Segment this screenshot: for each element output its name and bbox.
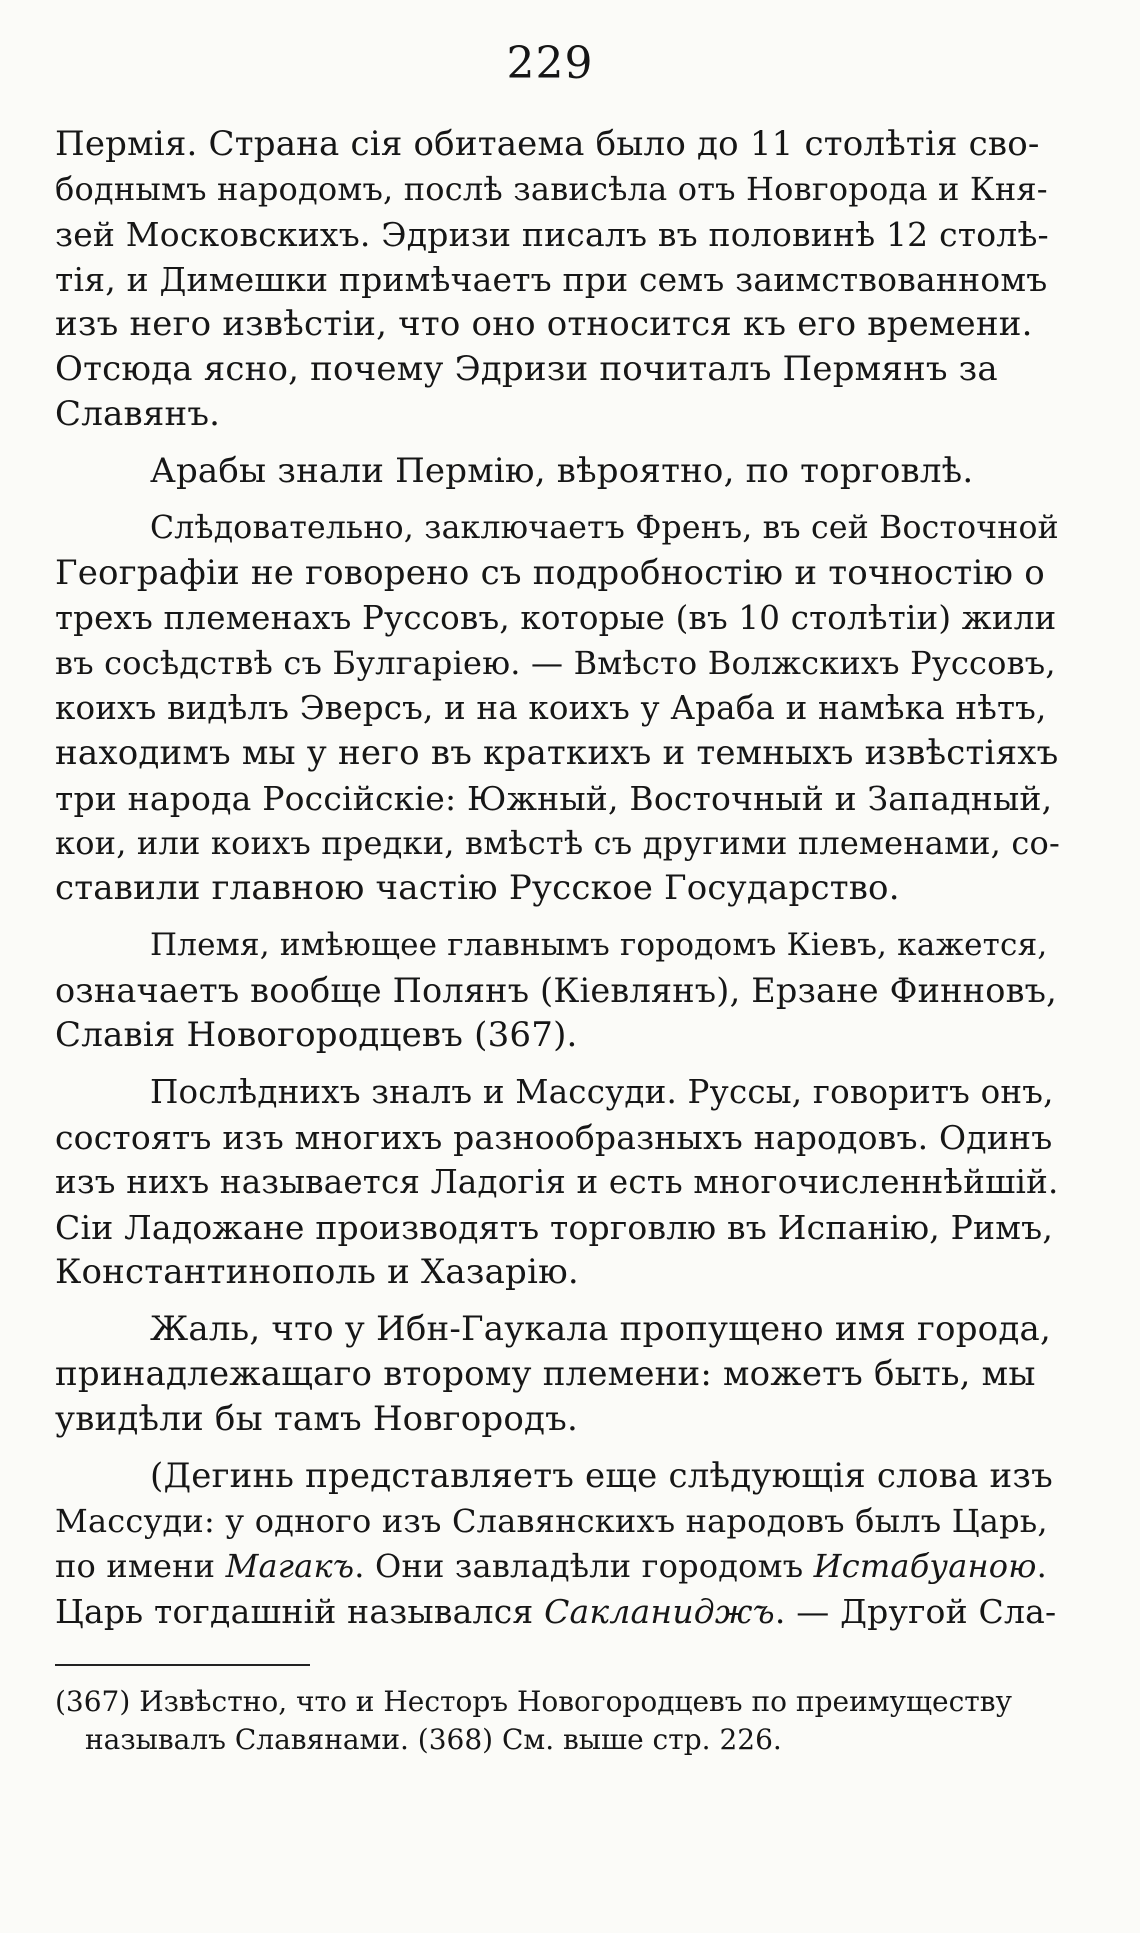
text-line: Послѣднихъ зналъ и Массуди. Руссы, говоритъ онъ, <box>150 1073 1054 1111</box>
text-line: Массуди: у одного изъ Славянскихъ народовъ былъ Царь, <box>55 1502 1048 1540</box>
paragraph-gap <box>55 1295 1060 1307</box>
text-segment: . Они завладѣли городомъ <box>354 1547 814 1585</box>
text-line: боднымъ народомъ, послѣ зависѣла отъ Новгорода и Кня- <box>55 170 1048 208</box>
page-number: 229 <box>506 38 594 89</box>
text-line: означаетъ вообще Полянъ (Кіевлянъ), Ерзане Финновъ, <box>55 971 1057 1010</box>
text-segment: по имени <box>55 1547 226 1585</box>
text-line: изъ него извѣстіи, что оно относится къ его времени. <box>55 304 1033 344</box>
text-line: три народа Россійскіе: Южный, Восточный и Западный, <box>55 779 1053 818</box>
text-line: Географіи не говорено съ подробностію и точностію о <box>55 553 1045 593</box>
text-line <box>55 1544 1060 1589</box>
text-line: Жаль, что у Ибн-Гаукала пропущено имя города, <box>150 1309 1051 1349</box>
paragraph-gap <box>55 1442 1060 1454</box>
paragraph-gap <box>55 494 1060 506</box>
text-line: Пермія. Страна сія обитаема было до 11 столѣтія сво- <box>55 124 1040 164</box>
text-line: Племя, имѣющее главнымъ городомъ Кіевъ, кажется, <box>150 927 1048 963</box>
text-line: кои, или коихъ предки, вмѣстѣ съ другими племенами, со- <box>55 824 1061 862</box>
text-line: зей Московскихъ. Эдризи писалъ въ половинѣ 12 столѣ- <box>55 215 1049 254</box>
paragraph-gap <box>55 437 1060 449</box>
text-line: состоятъ изъ многихъ разнообразныхъ народовъ. Одинъ <box>55 1118 1053 1157</box>
text-line: находимъ мы у него въ краткихъ и темныхъ извѣстіяхъ <box>55 733 1059 773</box>
footnote-line: называлъ Славянами. (368) См. выше стр. 226. <box>85 1723 782 1756</box>
text-line: Арабы знали Пермію, вѣроятно, по торговлѣ. <box>150 451 974 491</box>
text-segment: . <box>1036 1547 1047 1585</box>
footnote-rule <box>55 1664 310 1666</box>
text-line: въ сосѣдствѣ съ Булгаріею. — Вмѣсто Волжскихъ Руссовъ, <box>55 644 1056 682</box>
text-line: (Дегинь представляетъ еще слѣдующія слова изъ <box>150 1456 1053 1496</box>
italic-name: Сакланиджъ <box>544 1592 775 1631</box>
text-line: увидѣли бы тамъ Новгородъ. <box>55 1399 578 1439</box>
text-segment: . — Другой Сла- <box>774 1592 1057 1631</box>
footnotes <box>55 1683 1065 1759</box>
text-line: коихъ видѣлъ Эверсъ, и на коихъ у Араба и намѣка нѣтъ, <box>55 689 1047 727</box>
italic-name: Магакъ <box>225 1547 355 1585</box>
paragraph-gap <box>55 1058 1060 1070</box>
text-line: принадлежащаго второму племени: можетъ быть, мы <box>55 1354 1036 1394</box>
text-line: Славія Новогородцевъ (367). <box>55 1015 578 1055</box>
text-line: Славянъ. <box>55 394 221 434</box>
text-line: тія, и Димешки примѣчаетъ при семъ заимствованномъ <box>55 260 1048 299</box>
text-line: ставили главною частію Русское Государство. <box>55 868 900 908</box>
text-line: изъ нихъ называется Ладогія и есть многочисленнѣйшій. <box>55 1163 1059 1201</box>
text-line <box>55 1589 1060 1634</box>
text-line: Константинополь и Хазарію. <box>55 1252 579 1292</box>
text-line: Слѣдовательно, заключаетъ Френъ, въ сей Восточной <box>150 510 1059 546</box>
text-line: Отсюда ясно, почему Эдризи почиталъ Пермянъ за <box>55 349 998 389</box>
footnote-line: (367) Извѣстно, что и Несторъ Новогородцевъ по преимуществу <box>55 1685 1013 1718</box>
italic-name: Истабуаною <box>813 1547 1037 1585</box>
text-line: трехъ племенахъ Руссовъ, которые (въ 10 столѣтіи) жили <box>55 599 1057 637</box>
text-line: Сіи Ладожане производятъ торговлю въ Испанію, Римъ, <box>55 1208 1054 1247</box>
body-text <box>55 122 1060 1634</box>
text-segment: Царь тогдашній назывался <box>55 1592 545 1631</box>
paragraph-gap <box>55 911 1060 923</box>
